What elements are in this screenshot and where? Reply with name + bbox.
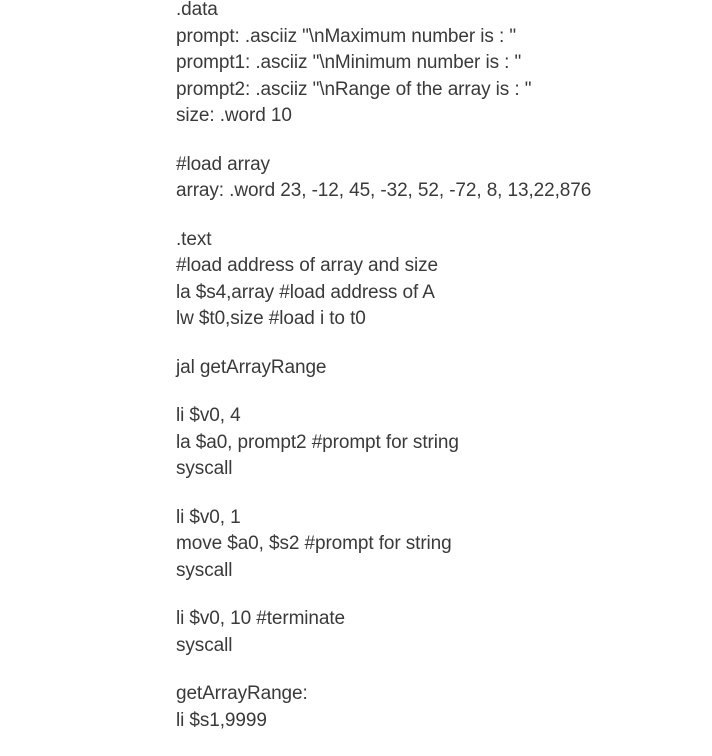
code-block xyxy=(176,403,591,483)
code-line: li $v0, 10 #terminate xyxy=(176,608,345,629)
code-line: #load array xyxy=(176,153,270,175)
code-document xyxy=(176,0,591,756)
code-line: li $v0, 4 xyxy=(176,405,241,426)
code-block xyxy=(176,505,591,585)
code-line: jal getArrayRange xyxy=(176,356,327,378)
code-block xyxy=(176,0,591,130)
code-block xyxy=(176,681,591,734)
code-line: syscall xyxy=(176,559,233,581)
code-line: lw $t0,size #load i to t0 xyxy=(176,308,366,329)
code-line: syscall xyxy=(176,458,233,479)
code-line: syscall xyxy=(176,634,233,656)
code-line: prompt: .asciiz "\nMaximum number is : " xyxy=(176,25,516,47)
code-line: size: .word 10 xyxy=(176,105,292,126)
code-line: prompt2: .asciiz "\nRange of the array is : " xyxy=(176,78,532,100)
code-block xyxy=(176,355,591,382)
code-line: li $s1,9999 xyxy=(176,709,267,731)
code-line: li $v0, 1 xyxy=(176,506,241,528)
code-line: la $a0, prompt2 #prompt for string xyxy=(176,431,459,453)
code-line: getArrayRange: xyxy=(176,683,308,704)
code-line: #load address of array and size xyxy=(176,255,439,276)
code-block xyxy=(176,152,591,205)
code-line: .text xyxy=(176,228,212,250)
code-line: array: .word 23, -12, 45, -32, 52, -72, 8, 13,22,876 xyxy=(176,180,592,201)
code-line: .data xyxy=(176,0,218,20)
code-line: la $s4,array #load address of A xyxy=(176,281,435,303)
code-line: move $a0, $s2 #prompt for string xyxy=(176,533,452,554)
code-block xyxy=(176,227,591,333)
code-block xyxy=(176,606,591,659)
code-line: prompt1: .asciiz "\nMinimum number is : " xyxy=(176,52,522,73)
